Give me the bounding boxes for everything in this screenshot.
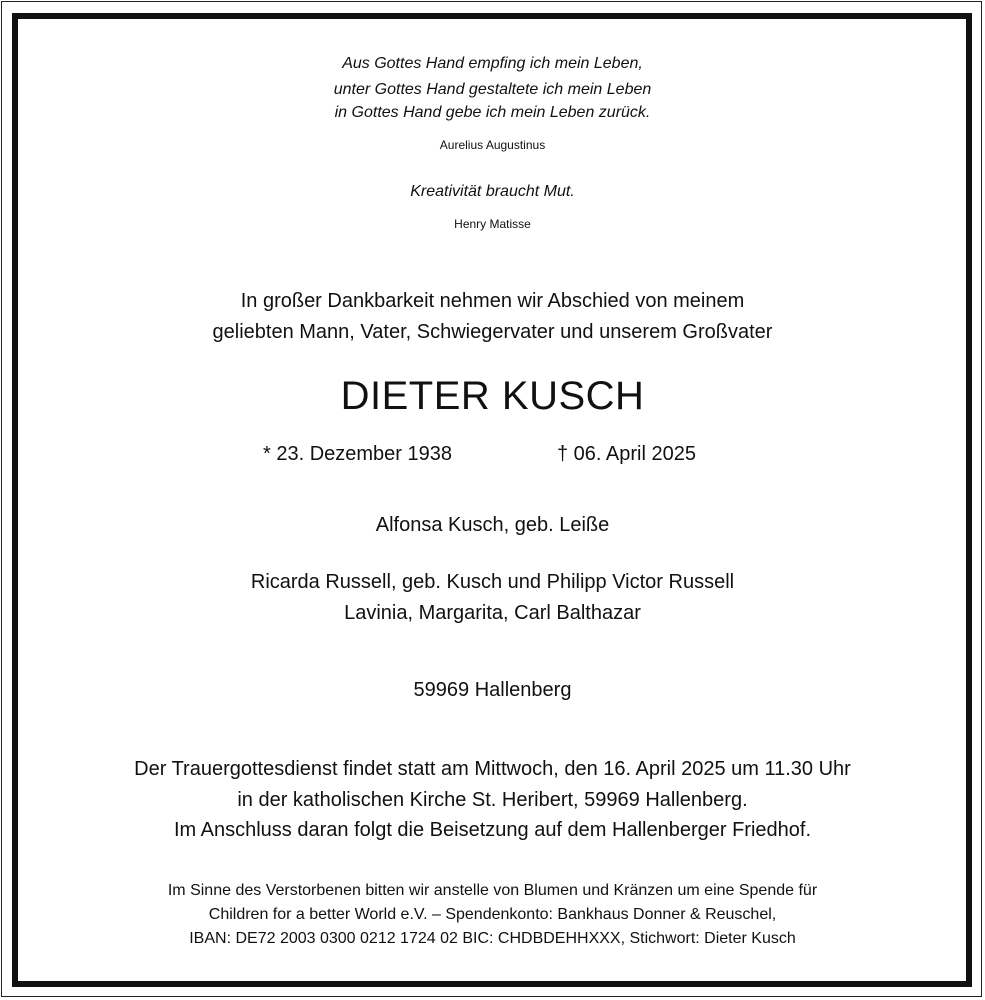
- quote-line: Kreativität braucht Mut.: [410, 183, 575, 200]
- children-line: Ricarda Russell, geb. Kusch und Philipp Victor Russell: [250, 571, 735, 593]
- service-line: Im Anschluss daran folgt die Beisetzung auf dem Hallenberger Friedhof.: [173, 819, 812, 841]
- quote-author: Aurelius Augustinus: [439, 138, 546, 152]
- family-location: 59969 Hallenberg: [413, 679, 572, 701]
- donation-line: Children for a better World e.V. – Spendenkonto: Bankhaus Donner & Reuschel,: [208, 906, 777, 923]
- intro-line: In großer Dankbarkeit nehmen wir Abschied von meinem: [240, 290, 745, 312]
- quote-line: unter Gottes Hand gestaltete ich mein Leben: [333, 81, 652, 98]
- quote-line: Aus Gottes Hand empfing ich mein Leben,: [342, 55, 643, 72]
- spouse-name: Alfonsa Kusch, geb. Leiße: [375, 514, 610, 536]
- donation-line: Im Sinne des Verstorbenen bitten wir anstelle von Blumen und Kränzen um eine Spende für: [167, 882, 818, 899]
- birth-date: * 23. Dezember 1938: [263, 443, 453, 465]
- grandchildren-line: Lavinia, Margarita, Carl Balthazar: [344, 602, 641, 624]
- quote-author: Henry Matisse: [454, 217, 531, 231]
- donation-line: IBAN: DE72 2003 0300 0212 1724 02 BIC: CHDBDEHHXXX, Stichwort: Dieter Kusch: [189, 930, 796, 947]
- death-date: † 06. April 2025: [557, 443, 696, 465]
- service-line: in der katholischen Kirche St. Heribert, 59969 Hallenberg.: [237, 789, 748, 811]
- intro-line: geliebten Mann, Vater, Schwiegervater und unserem Großvater: [212, 321, 773, 343]
- service-line: Der Trauergottesdienst findet statt am Mittwoch, den 16. April 2025 um 11.30 Uhr: [134, 758, 851, 780]
- deceased-name: DIETER KUSCH: [340, 374, 645, 418]
- quote-line: in Gottes Hand gebe ich mein Leben zurück.: [334, 104, 651, 121]
